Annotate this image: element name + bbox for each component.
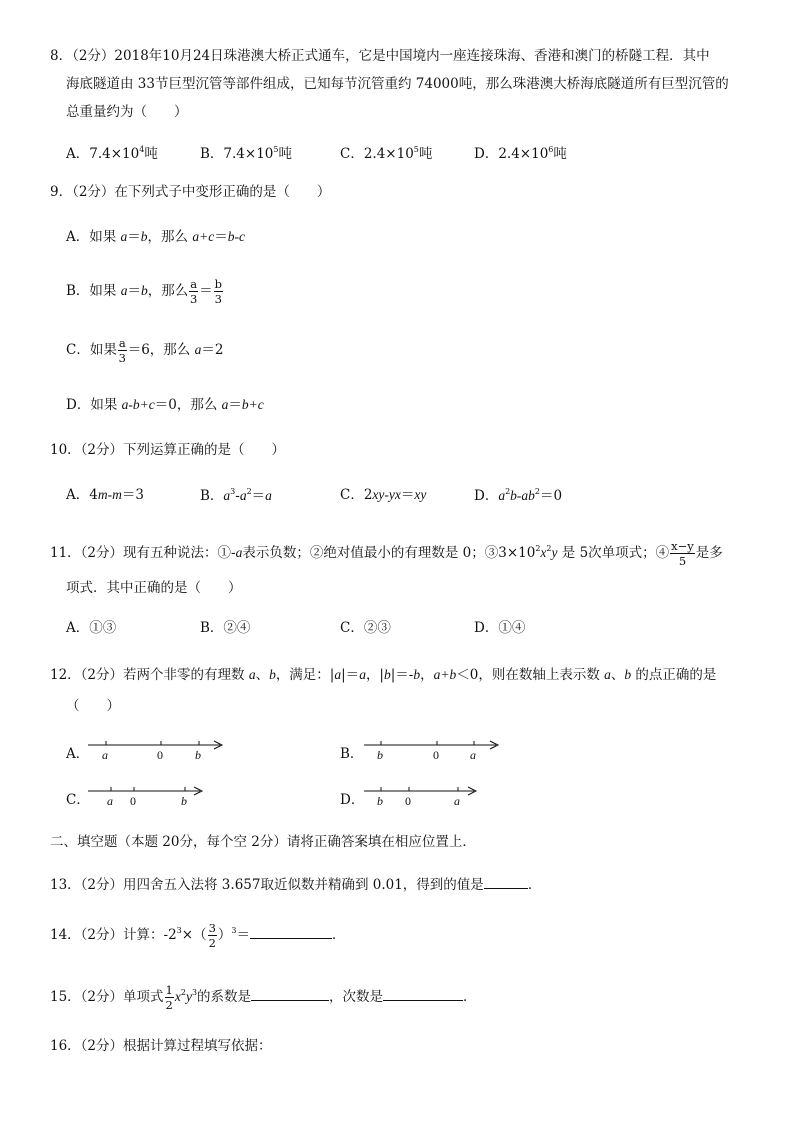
- q12-option-d-label: D．: [340, 792, 365, 808]
- tick-label-b: b: [195, 748, 201, 762]
- answer-blank: [383, 988, 463, 1001]
- q15-stem: 15．（2分）单项式 $\frac{1}{2}$ $x^2y^3$的系数是 ，次数是 ．: [50, 983, 477, 1013]
- tick-label-zero: 0: [157, 748, 163, 762]
- q10-stem: 10．（2分）下列运算正确的是（ ）: [50, 442, 286, 458]
- q10-option-d: D．$a^2b-ab^2=0$: [474, 487, 563, 504]
- q12-option-c-label: C．: [66, 792, 90, 808]
- tick-label-a: a: [454, 794, 460, 808]
- section-heading: 二、填空题（本题 20分，每个空 2分）请将正确答案填在相应位置上．: [50, 834, 476, 850]
- q8-option-a: A．$7.4\times 10^4$吨: [66, 145, 158, 162]
- q13-stem: 13．（2分）用四舍五入法将 3.657取近似数并精确到 0.01，得到的值是 ．: [50, 877, 542, 893]
- q12-option-a-number-line: [88, 738, 228, 766]
- fraction: $\frac{3}{2}$: [208, 921, 216, 951]
- q9-option-a: A．如果 a＝b，那么 a+c＝b-c: [66, 229, 245, 245]
- q12-stem-line2: （ ）: [66, 698, 120, 714]
- q8-stem-line3: 总重量约为（ ）: [66, 104, 188, 120]
- q11-option-b: B．②④: [200, 620, 251, 636]
- q9-option-c: C．如果 $\frac{a}{3}$ ＝6，那么 a＝2: [66, 336, 224, 366]
- tick-label-b: b: [181, 794, 187, 808]
- q11-option-d: D．①④: [474, 620, 526, 636]
- tick-label-zero: 0: [433, 748, 439, 762]
- fraction: $\frac{b}{3}$: [214, 277, 222, 307]
- tick-label-b: b: [377, 794, 383, 808]
- q12-option-c-number-line: [88, 784, 208, 812]
- q8-stem-line2: 海底隧道由 33节巨型沉管等部件组成，已知每节沉管重约 74000吨，那么珠港澳大桥海底隧道所有巨型沉管的: [66, 76, 729, 92]
- q8-option-c: C．$2.4\times 10^5$吨: [340, 145, 433, 162]
- q8-option-b: B．$7.4\times 10^5$吨: [200, 145, 292, 162]
- tick-label-zero: 0: [130, 794, 136, 808]
- q10-option-c: C．2xy-yx＝xy: [340, 487, 427, 503]
- q8-option-d: D．$2.4\times 10^6$吨: [474, 145, 567, 162]
- answer-blank: [250, 926, 332, 939]
- q9-stem: 9．（2分）在下列式子中变形正确的是（ ）: [50, 184, 331, 200]
- q12-option-b-number-line: [364, 738, 504, 766]
- tick-label-b: b: [377, 748, 383, 762]
- q12-option-d-number-line: [364, 784, 484, 812]
- answer-blank: [251, 988, 329, 1001]
- tick-label-a: a: [102, 748, 108, 762]
- q16-stem: 16．（2分）根据计算过程填写依据：: [50, 1038, 272, 1054]
- q14-stem: 14．（2分）计算：$-2^3\times$（ $\frac{3}{2}$ ）$^3$＝ ．: [50, 921, 346, 951]
- q11-option-c: C．②③: [340, 620, 391, 636]
- q9-option-b: B．如果 a＝b，那么 $\frac{a}{3}$ ＝ $\frac{b}{3}$: [66, 277, 222, 307]
- q8-stem-line1: 8．（2分）2018年10月24日珠港澳大桥正式通车，它是中国境内一座连接珠海、香港和澳门的桥隧工程．其中: [50, 48, 710, 64]
- fraction: $\frac{a}{3}$: [118, 336, 126, 366]
- q12-option-b-label: B．: [340, 746, 364, 762]
- q11-stem-line1: 11．（2分）现有五种说法：①-a表示负数；②绝对值最小的有理数是 0；$③3\times 10^2x^2y$ 是 5次单项式；④ $\frac{x-y}{5}$ 是多: [50, 539, 723, 569]
- fraction: $\frac{a}{3}$: [189, 277, 198, 307]
- fraction: $\frac{x-y}{5}$: [671, 539, 694, 569]
- tick-label-a: a: [107, 794, 113, 808]
- tick-label-zero: 0: [405, 794, 411, 808]
- q9-option-d: D．如果 a-b+c＝0，那么 a＝b+c: [66, 397, 264, 413]
- q12-option-a-label: A．: [66, 746, 90, 762]
- q10-option-b: B．$a^3-a^2=a$: [200, 487, 272, 504]
- q10-option-a: A．4m-m＝3: [66, 487, 144, 503]
- fraction: $\frac{1}{2}$: [165, 983, 173, 1013]
- q11-option-a: A．①③: [66, 620, 117, 636]
- q12-stem-line1: 12．（2分）若两个非零的有理数 a、b，满足：|a|＝a，|b|＝-b，a+b＜0，则在数轴上表示数 a、b 的点正确的是: [50, 667, 717, 683]
- tick-label-a: a: [470, 748, 476, 762]
- q11-stem-line2: 项式．其中正确的是（ ）: [66, 580, 242, 596]
- answer-blank: [484, 876, 528, 889]
